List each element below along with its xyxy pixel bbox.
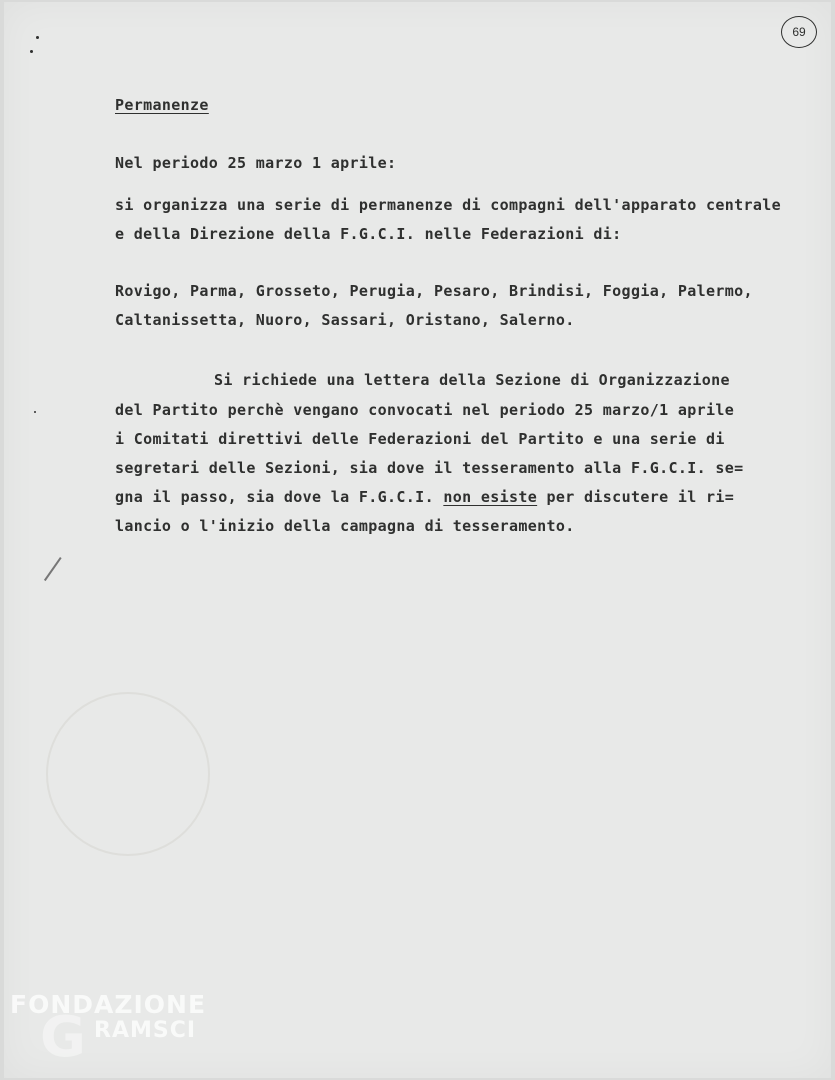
paragraph-line-3: i Comitati direttivi delle Federazioni del Partito e una serie di (115, 430, 725, 448)
watermark-gramsci: RAMSCI (94, 1018, 197, 1043)
margin-mark (36, 36, 39, 39)
paragraph-line-4: segretari delle Sezioni, sia dove il tesseramento alla F.G.C.I. se= (115, 459, 744, 477)
paragraph-line-2: del Partito perchè vengano convocati nel periodo 25 marzo/1 aprile (115, 401, 735, 419)
document-page (4, 2, 831, 1078)
paragraph-line-5-end: per discutere il ri= (537, 488, 735, 506)
paragraph-line-5-start: gna il passo, sia dove la F.G.C.I. (115, 488, 444, 506)
federations-line-1: Rovigo, Parma, Grosseto, Perugia, Pesaro, Brindisi, Foggia, Palermo, (115, 282, 753, 300)
watermark-g-letter: G (40, 1005, 86, 1070)
organize-line-1: si organizza una serie di permanenze di compagni dell'apparato centrale (115, 196, 782, 214)
federations-line-2: Caltanissetta, Nuoro, Sassari, Oristano, Salerno. (115, 311, 575, 329)
fondazione-gramsci-watermark (10, 990, 215, 1075)
pencil-mark (44, 557, 62, 581)
page-number: 69 (781, 16, 817, 48)
paragraph-line-5 (115, 484, 734, 511)
section-heading: Permanenze (115, 96, 209, 114)
paragraph-line-6: lancio o l'inizio della campagna di tesseramento. (115, 517, 575, 535)
period-line: Nel periodo 25 marzo 1 aprile: (115, 154, 397, 172)
faded-stamp (46, 692, 210, 856)
paragraph-line-1: Si richiede una lettera della Sezione di Organizzazione (214, 371, 730, 389)
watermark-fondazione: FONDAZIONE (10, 990, 207, 1019)
margin-mark (34, 411, 36, 413)
margin-mark (30, 50, 33, 53)
organize-line-2: e della Direzione della F.G.C.I. nelle Federazioni di: (115, 225, 622, 243)
underlined-phrase: non esiste (443, 488, 538, 506)
